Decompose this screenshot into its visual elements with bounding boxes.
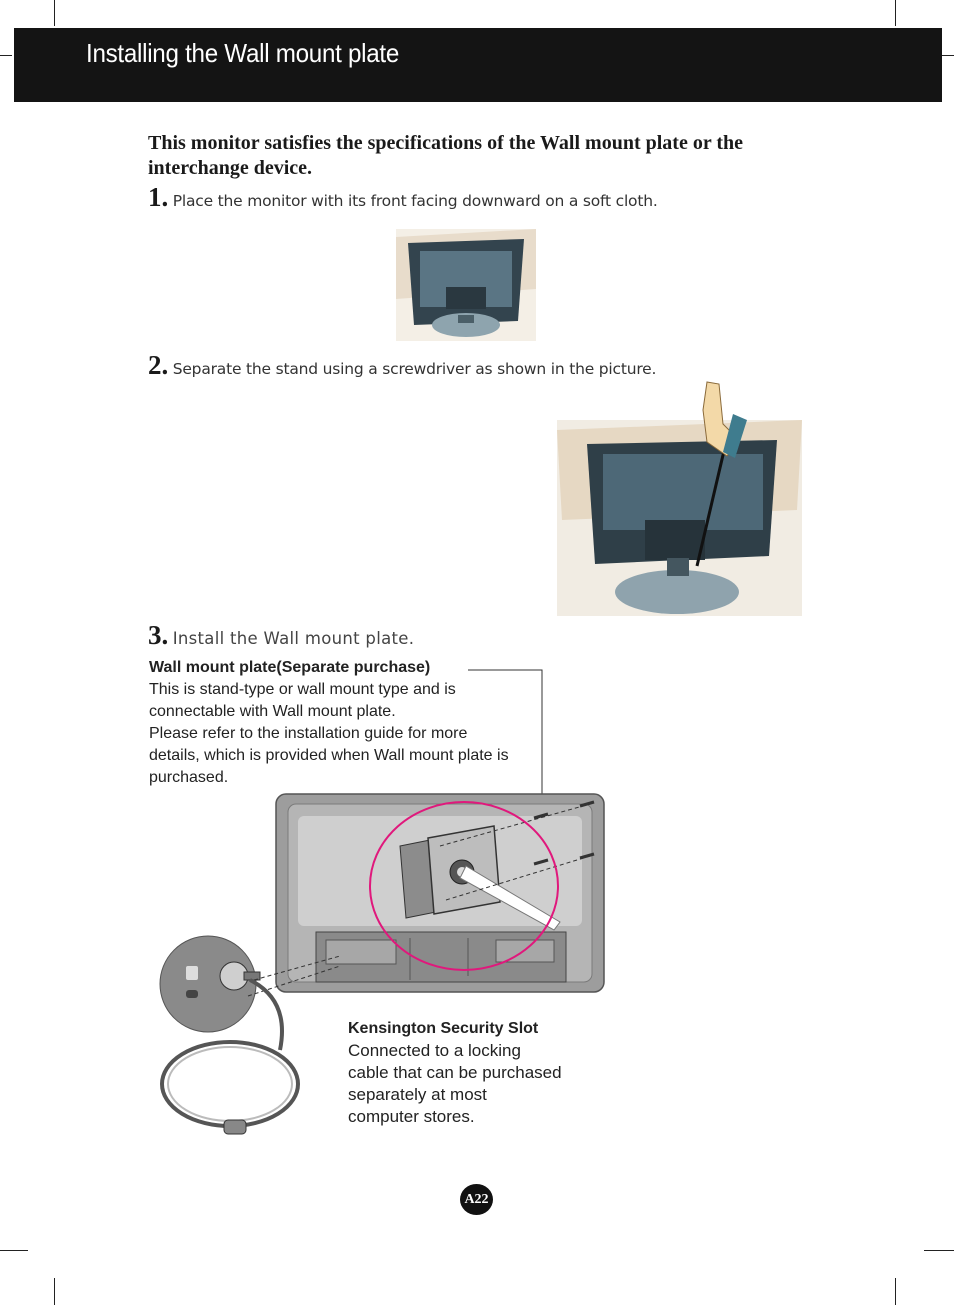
kensington-line: cable that can be purchased — [348, 1063, 562, 1082]
page-title: Installing the Wall mount plate — [86, 38, 400, 68]
kensington-line: separately at most — [348, 1085, 487, 1104]
step-number: 1. — [148, 182, 169, 212]
callout-line: Please refer to the installation guide for more — [149, 725, 468, 742]
step-3 — [148, 620, 414, 651]
crop-mark — [924, 1250, 954, 1251]
page-number-badge: A22 — [460, 1184, 493, 1215]
step-1 — [148, 182, 658, 213]
crop-mark — [54, 1278, 55, 1305]
crop-mark — [0, 55, 12, 56]
crop-mark — [895, 0, 896, 26]
step-number: 2. — [148, 350, 169, 380]
callout-line: purchased. — [149, 769, 229, 786]
crop-mark — [54, 0, 55, 26]
crop-mark — [895, 1278, 896, 1305]
step-2 — [148, 350, 656, 381]
step-text: Place the monitor with its front facing downward on a soft cloth. — [172, 192, 658, 210]
callout-line: This is stand-type or wall mount type and is — [149, 681, 456, 698]
step-text: Install the Wall mount plate. — [172, 629, 415, 648]
callout-line: details, which is provided when Wall mount plate is — [149, 747, 509, 764]
kensington-title: Kensington Security Slot — [348, 1020, 539, 1037]
kensington-line: computer stores. — [348, 1107, 475, 1126]
kensington-line: Connected to a locking — [348, 1041, 521, 1060]
intro-text: This monitor satisfies the specifications of the Wall mount plate or the interchange device. — [148, 132, 743, 179]
kensington-callout — [348, 1018, 588, 1128]
crop-mark — [0, 1250, 28, 1251]
step-text: Separate the stand using a screwdriver as shown in the picture. — [172, 360, 657, 378]
callout-line: connectable with Wall mount plate. — [149, 703, 396, 720]
monitor-facedown-image — [396, 229, 536, 341]
crop-mark — [942, 55, 954, 56]
screwdriver-image — [557, 380, 802, 616]
callout-title: Wall mount plate(Separate purchase) — [149, 659, 431, 676]
step-number: 3. — [148, 620, 169, 650]
